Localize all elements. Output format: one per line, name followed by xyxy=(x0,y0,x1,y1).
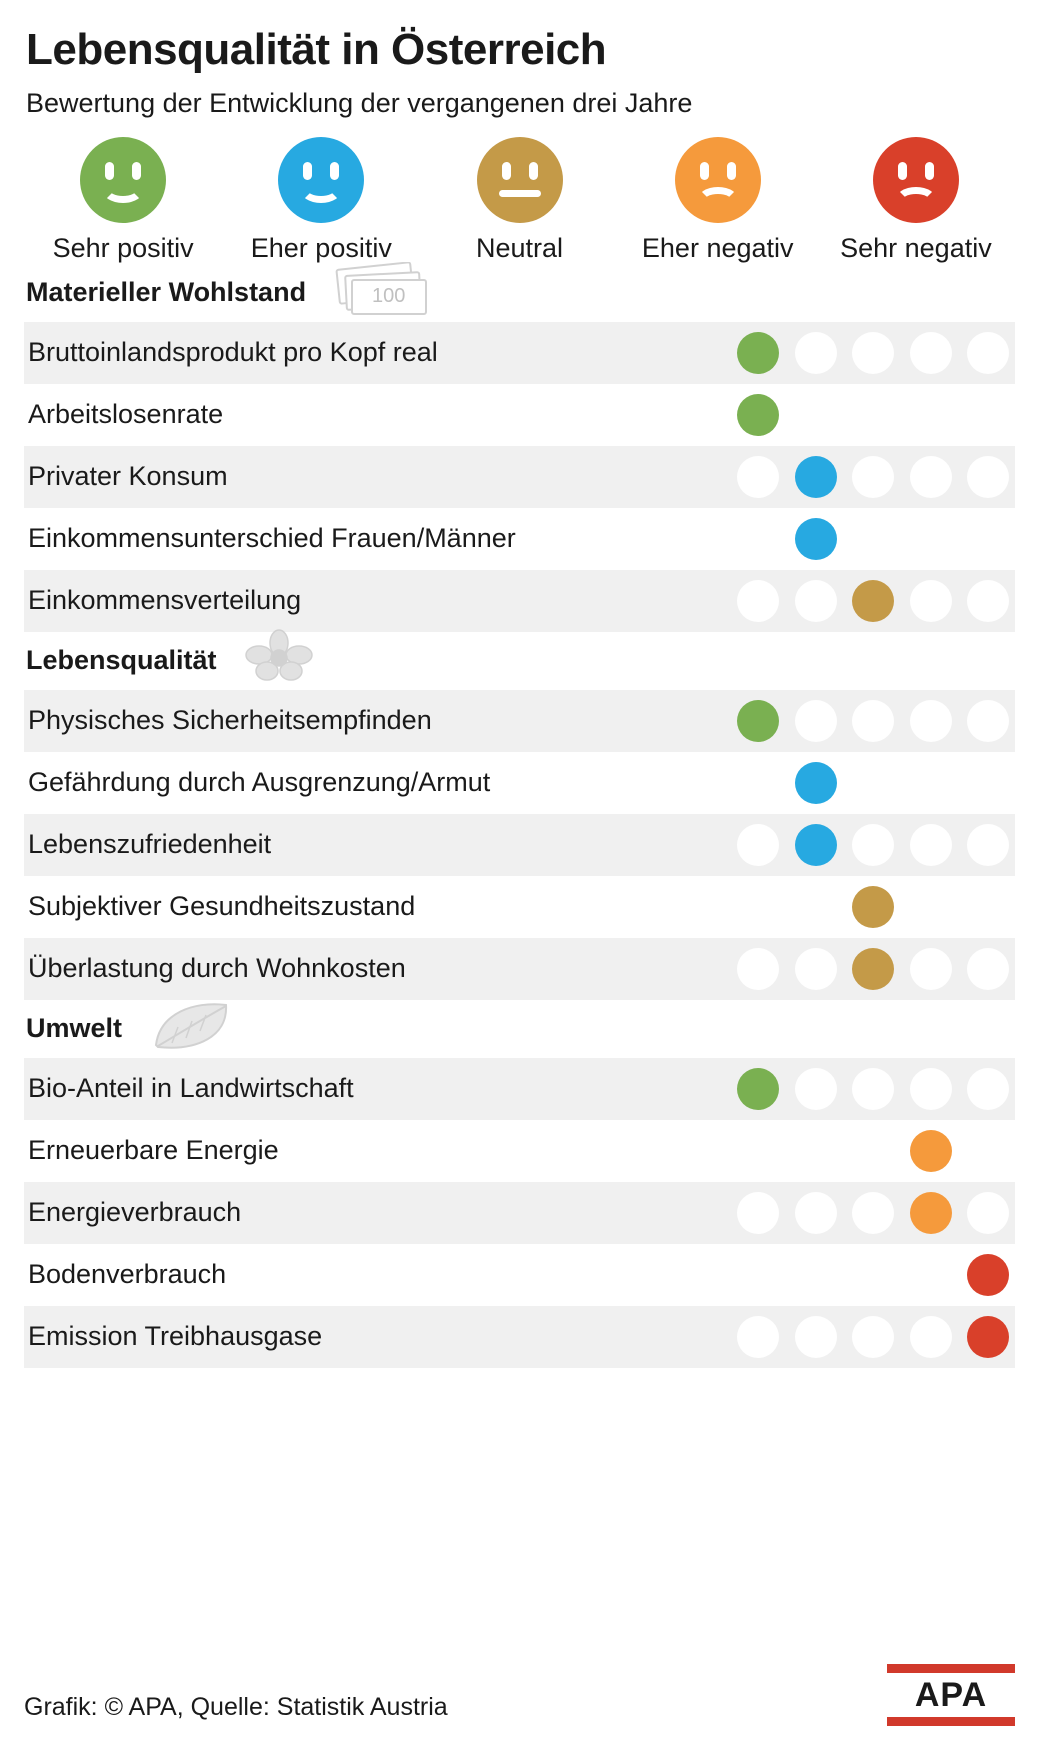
rating-dot xyxy=(795,394,837,436)
page-subtitle: Bewertung der Entwicklung der vergangenen drei Jahre xyxy=(26,88,693,119)
rating-dots xyxy=(737,700,1015,742)
rating-dot xyxy=(910,456,952,498)
rating-dots xyxy=(737,762,1015,804)
rating-dot xyxy=(967,580,1009,622)
rating-dot-selected xyxy=(852,580,894,622)
rating-dot xyxy=(852,824,894,866)
eye-left-icon xyxy=(700,162,709,180)
rating-dot-selected xyxy=(910,1130,952,1172)
row-label: Energieverbrauch xyxy=(28,1197,242,1228)
eye-left-icon xyxy=(502,162,511,180)
rating-dots xyxy=(737,1254,1015,1296)
rating-dot xyxy=(737,518,779,560)
table-row xyxy=(24,752,1015,814)
row-label: Bruttoinlandsprodukt pro Kopf real xyxy=(28,337,438,368)
svg-text:100: 100 xyxy=(372,285,406,308)
rating-dot xyxy=(967,518,1009,560)
leaf-icon xyxy=(148,999,234,1058)
rating-dots xyxy=(737,332,1015,374)
section-header xyxy=(24,264,1015,322)
rating-dot xyxy=(852,518,894,560)
row-label: Einkommensunterschied Frauen/Männer xyxy=(28,523,516,554)
table-row xyxy=(24,322,1015,384)
rating-dot-selected xyxy=(910,1192,952,1234)
rating-dot xyxy=(910,1316,952,1358)
table-row xyxy=(24,508,1015,570)
mouth-icon xyxy=(895,187,937,211)
table-row xyxy=(24,1306,1015,1368)
rating-dot-selected xyxy=(795,762,837,804)
rating-dot-selected xyxy=(737,332,779,374)
rating-dots xyxy=(737,1068,1015,1110)
legend-item xyxy=(817,137,1015,263)
rating-dot xyxy=(795,1192,837,1234)
rating-dot xyxy=(737,948,779,990)
row-label: Bodenverbrauch xyxy=(28,1259,227,1290)
legend-label: Eher positiv xyxy=(250,233,392,264)
rating-dot xyxy=(795,332,837,374)
section-rows xyxy=(24,322,1015,632)
eye-right-icon xyxy=(925,162,934,180)
rating-dot xyxy=(910,518,952,560)
rating-dot xyxy=(795,580,837,622)
frown-icon xyxy=(675,137,761,223)
mouth-icon xyxy=(697,187,739,211)
row-label: Erneuerbare Energie xyxy=(28,1135,279,1166)
mouth-icon xyxy=(300,179,342,203)
rating-dot xyxy=(967,1192,1009,1234)
rating-dots xyxy=(737,948,1015,990)
rating-dots xyxy=(737,1316,1015,1358)
infographic-root xyxy=(0,26,1039,1750)
eye-right-icon xyxy=(132,162,141,180)
table-row xyxy=(24,446,1015,508)
rating-dot xyxy=(910,824,952,866)
rating-dots xyxy=(737,1130,1015,1172)
rating-dot-selected xyxy=(737,1068,779,1110)
rating-dots xyxy=(737,456,1015,498)
rating-dot xyxy=(910,948,952,990)
rating-dot xyxy=(795,700,837,742)
page-title: Lebensqualität in Österreich xyxy=(26,25,607,74)
rating-dots xyxy=(737,1192,1015,1234)
rating-dot xyxy=(737,762,779,804)
rating-dot-selected xyxy=(795,456,837,498)
rating-dot xyxy=(852,394,894,436)
section-header xyxy=(24,1000,1015,1058)
source-note: Grafik: © APA, Quelle: Statistik Austria xyxy=(24,1693,448,1721)
rating-dot xyxy=(737,1130,779,1172)
row-label: Bio-Anteil in Landwirtschaft xyxy=(28,1073,354,1104)
table-row xyxy=(24,570,1015,632)
rating-dot xyxy=(737,1316,779,1358)
row-label: Physisches Sicherheitsempfinden xyxy=(28,705,432,736)
rating-dot xyxy=(795,1316,837,1358)
table-row xyxy=(24,1058,1015,1120)
logo-bar-bottom xyxy=(887,1717,1015,1726)
mouth-icon xyxy=(102,179,144,203)
rating-dot xyxy=(852,1316,894,1358)
eye-right-icon xyxy=(529,162,538,180)
legend xyxy=(24,137,1015,263)
rating-dot xyxy=(967,1068,1009,1110)
legend-item xyxy=(24,137,222,263)
flower-icon xyxy=(243,629,315,692)
table-row xyxy=(24,938,1015,1000)
rating-dot xyxy=(795,1130,837,1172)
eye-right-icon xyxy=(727,162,736,180)
rating-dot xyxy=(967,332,1009,374)
table-row xyxy=(24,690,1015,752)
rating-dot xyxy=(910,1068,952,1110)
legend-label: Sehr positiv xyxy=(52,233,194,264)
eye-left-icon xyxy=(105,162,114,180)
rating-dot xyxy=(737,824,779,866)
rating-dot-selected xyxy=(967,1254,1009,1296)
row-label: Privater Konsum xyxy=(28,461,228,492)
eye-left-icon xyxy=(898,162,907,180)
rating-dot-selected xyxy=(852,886,894,928)
table-row xyxy=(24,814,1015,876)
rating-dot xyxy=(795,1068,837,1110)
rating-dots xyxy=(737,580,1015,622)
rating-dots xyxy=(737,824,1015,866)
footer xyxy=(24,1664,1015,1726)
table-row xyxy=(24,1182,1015,1244)
rating-dot-selected xyxy=(852,948,894,990)
rating-dot xyxy=(967,1130,1009,1172)
rating-dot xyxy=(967,948,1009,990)
rating-dot-selected xyxy=(795,518,837,560)
rating-dot xyxy=(967,886,1009,928)
logo-bar-top xyxy=(887,1664,1015,1673)
rating-dot xyxy=(852,456,894,498)
row-label: Emission Treibhausgase xyxy=(28,1321,323,1352)
eye-right-icon xyxy=(330,162,339,180)
rating-dot xyxy=(737,886,779,928)
section-title: Umwelt xyxy=(26,1013,123,1044)
rating-dot xyxy=(910,580,952,622)
banknotes-icon xyxy=(332,262,432,323)
rating-dot xyxy=(910,762,952,804)
rating-dots xyxy=(737,886,1015,928)
legend-item xyxy=(222,137,420,263)
rating-dots xyxy=(737,518,1015,560)
rating-dot xyxy=(967,824,1009,866)
rating-dot-selected xyxy=(737,700,779,742)
smile-icon xyxy=(278,137,364,223)
logo-text: APA xyxy=(914,1676,988,1714)
rating-dot xyxy=(852,1254,894,1296)
apa-logo xyxy=(887,1664,1015,1726)
rating-dot xyxy=(910,1254,952,1296)
row-label: Überlastung durch Wohnkosten xyxy=(28,953,406,984)
legend-label: Sehr negativ xyxy=(840,233,992,264)
section-title: Materieller Wohlstand xyxy=(26,277,307,308)
rating-dot xyxy=(737,580,779,622)
table-row xyxy=(24,1244,1015,1306)
rating-dot xyxy=(852,700,894,742)
table-row xyxy=(24,876,1015,938)
rating-dot xyxy=(967,700,1009,742)
sections xyxy=(24,264,1015,1368)
section-rows xyxy=(24,1058,1015,1368)
section-title: Lebensqualität xyxy=(26,645,217,676)
rating-dot-selected xyxy=(795,824,837,866)
neutral-icon xyxy=(477,137,563,223)
rating-dot xyxy=(852,762,894,804)
rating-dot xyxy=(795,886,837,928)
rating-dot xyxy=(967,762,1009,804)
eye-left-icon xyxy=(303,162,312,180)
table-row xyxy=(24,1120,1015,1182)
section-rows xyxy=(24,690,1015,1000)
rating-dot-selected xyxy=(737,394,779,436)
rating-dot xyxy=(737,456,779,498)
rating-dot xyxy=(737,1254,779,1296)
mouth-icon xyxy=(499,190,541,197)
rating-dot xyxy=(795,1254,837,1296)
row-label: Lebenszufriedenheit xyxy=(28,829,272,860)
rating-dot xyxy=(910,886,952,928)
rating-dot xyxy=(852,1068,894,1110)
rating-dot xyxy=(910,700,952,742)
rating-dot xyxy=(910,394,952,436)
rating-dot-selected xyxy=(967,1316,1009,1358)
smile-icon xyxy=(80,137,166,223)
rating-dot xyxy=(795,948,837,990)
rating-dot xyxy=(852,1130,894,1172)
row-label: Arbeitslosenrate xyxy=(28,399,224,430)
row-label: Einkommensverteilung xyxy=(28,585,302,616)
frown-icon xyxy=(873,137,959,223)
section-header xyxy=(24,632,1015,690)
rating-dots xyxy=(737,394,1015,436)
rating-dot xyxy=(737,1192,779,1234)
rating-dot xyxy=(852,332,894,374)
rating-dot xyxy=(852,1192,894,1234)
rating-dot xyxy=(967,456,1009,498)
table-row xyxy=(24,384,1015,446)
rating-dot xyxy=(910,332,952,374)
legend-label: Eher negativ xyxy=(641,233,794,264)
legend-item xyxy=(619,137,817,263)
rating-dot xyxy=(967,394,1009,436)
row-label: Gefährdung durch Ausgrenzung/Armut xyxy=(28,767,491,798)
legend-item xyxy=(420,137,618,263)
legend-label: Neutral xyxy=(475,233,564,264)
row-label: Subjektiver Gesundheitszustand xyxy=(28,891,416,922)
